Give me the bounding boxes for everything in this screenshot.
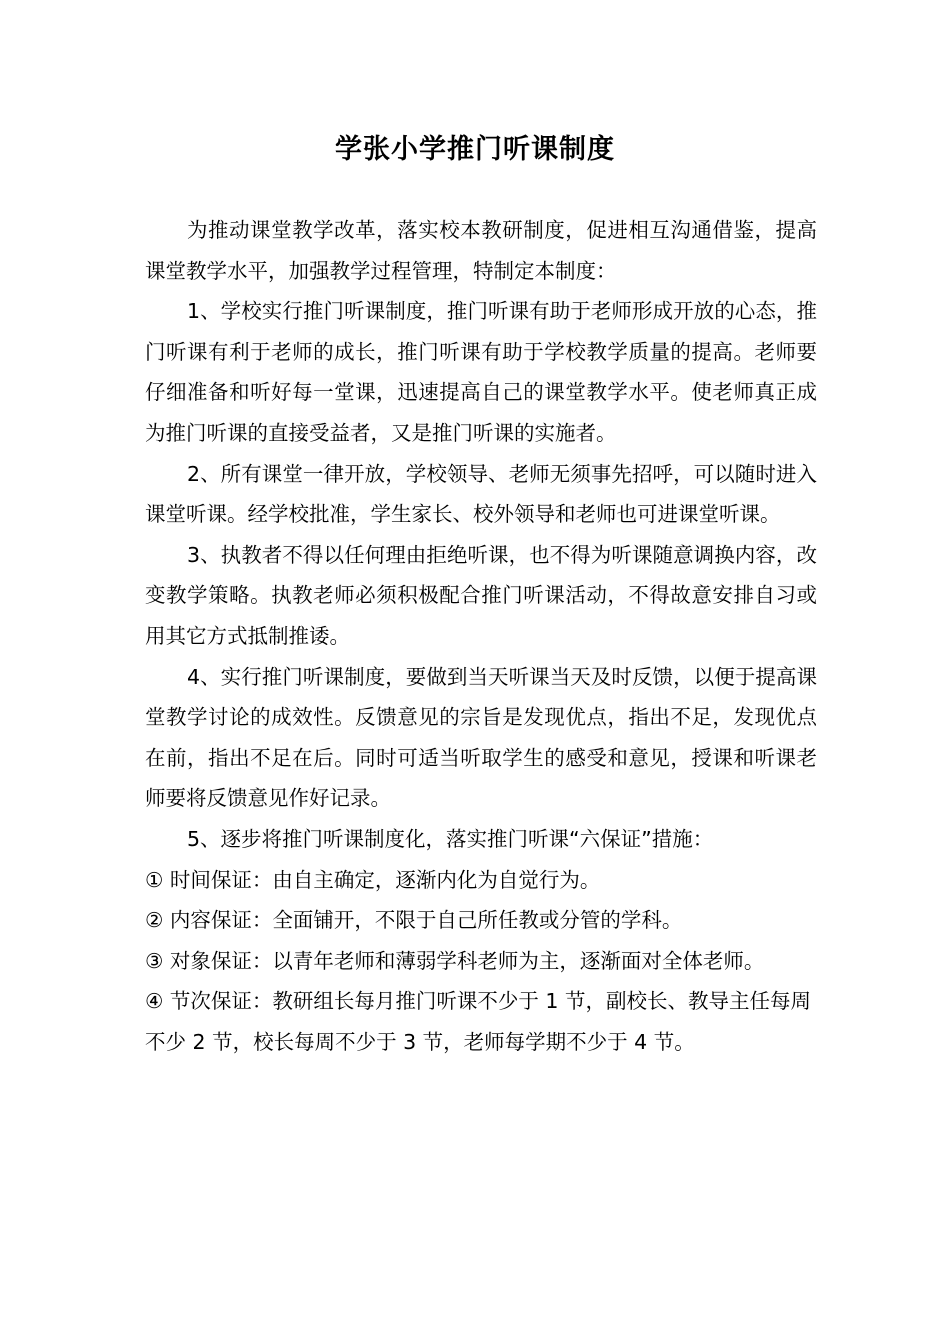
guarantee-item-content: ② 内容保证：全面铺开，不限于自己所任教或分管的学科。 bbox=[145, 908, 683, 933]
intro-paragraph: 为推动课堂教学改革，落实校本教研制度，促进相互沟通借鉴，提高课堂教学水平，加强教学过程管理，特制定本制度： bbox=[145, 218, 817, 283]
rule-paragraph-3: 3、执教者不得以任何理由拒绝听课，也不得为听课随意调换内容，改变教学策略。执教老师必须积极配合推门听课活动，不得故意安排自习或用其它方式抵制推诿。 bbox=[145, 542, 817, 648]
guarantee-item-frequency: ④ 节次保证：教研组长每月推门听课不少于 1 节，副校长、教导主任每周不少 2 节，校长每周不少于 3 节，老师每学期不少于 4 节。 bbox=[145, 989, 811, 1054]
rule-paragraph-4: 4、实行推门听课制度，要做到当天听课当天及时反馈，以便于提高课堂教学讨论的成效性。反馈意见的宗旨是发现优点，指出不足，发现优点在前，指出不足在后。同时可适当听取学生的感受和意见，授课和听课老师要将反馈意见作好记录。 bbox=[145, 664, 817, 811]
rule-paragraph-1: 1、学校实行推门听课制度，推门听课有助于老师形成开放的心态，推门听课有利于老师的成长，推门听课有助于学校教学质量的提高。老师要仔细准备和听好每一堂课，迅速提高自己的课堂教学水平。使老师真正成为推门听课的直接受益者，又是推门听课的实施者。 bbox=[145, 299, 817, 445]
document-title: 学张小学推门听课制度 bbox=[335, 134, 615, 165]
guarantee-item-time: ① 时间保证：由自主确定，逐渐内化为自觉行为。 bbox=[145, 867, 601, 892]
document-body bbox=[145, 210, 817, 1062]
rule-paragraph-2: 2、所有课堂一律开放，学校领导、老师无须事先招呼，可以随时进入课堂听课。经学校批准，学生家长、校外领导和老师也可进课堂听课。 bbox=[145, 461, 817, 527]
guarantee-item-target: ③ 对象保证：以青年老师和薄弱学科老师为主，逐渐面对全体老师。 bbox=[145, 948, 765, 973]
rule-paragraph-5: 5、逐步将推门听课制度化，落实推门听课“六保证”措施： bbox=[187, 826, 714, 851]
